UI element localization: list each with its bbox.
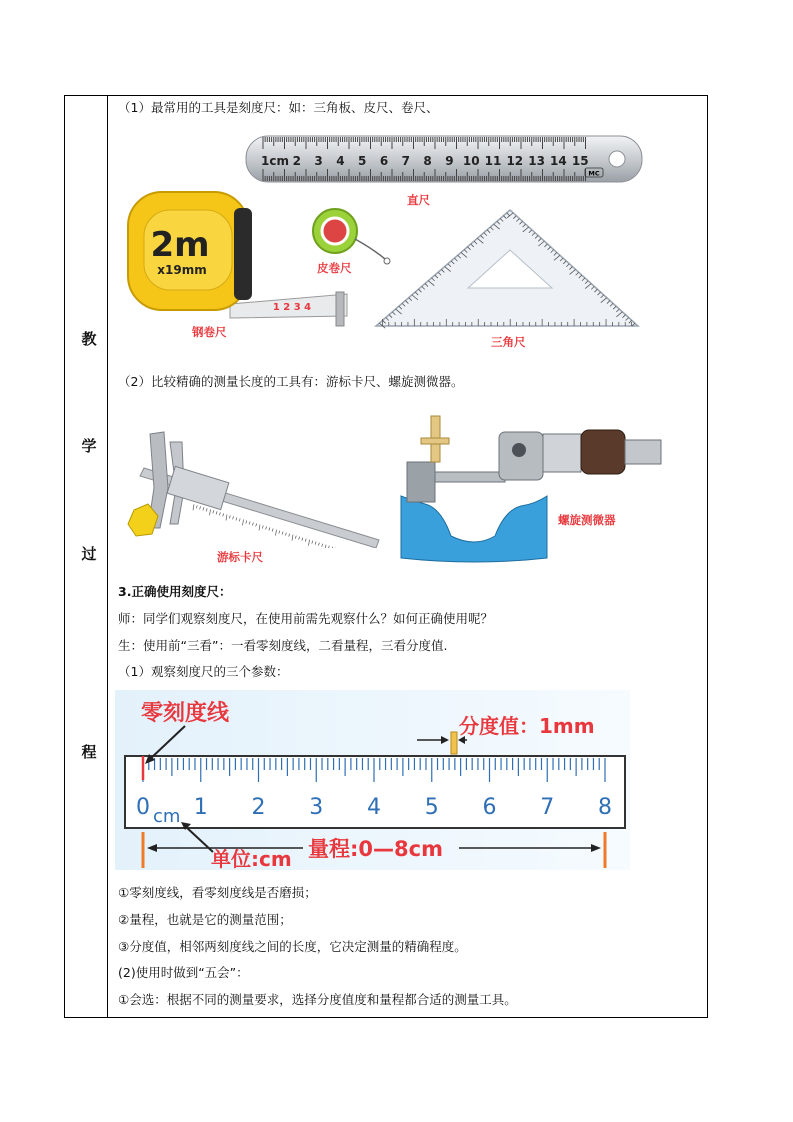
ruler-number: 11 <box>484 154 502 168</box>
zero-line-label: 零刻度线 <box>141 701 230 726</box>
ruler-number: 9 <box>445 154 454 168</box>
ruler-number: 7 <box>401 154 410 168</box>
caption-steel-tape: 钢卷尺 <box>192 325 227 339</box>
caption-straight-ruler: 直尺 <box>407 193 430 207</box>
division-label: 分度值：1mm <box>459 714 595 738</box>
point-1: ①零刻度线，看零刻度线是否磨损； <box>118 885 317 900</box>
caption-caliper: 游标卡尺 <box>217 550 263 564</box>
side-label-jiao: 教 <box>81 330 97 348</box>
diagram-number: 0 <box>136 795 150 820</box>
ruler-number: 14 <box>550 154 567 168</box>
diagram-number: 2 <box>251 795 266 820</box>
triangle-ruler-image <box>372 206 642 331</box>
student-line: 生：使用前“三看”：一看零刻度线，二看量程，三看分度值. <box>118 638 448 653</box>
ruler-number: 3 <box>314 154 323 168</box>
side-label-cheng: 程 <box>81 743 97 761</box>
tape-size-text: 2m <box>150 225 210 265</box>
heading-3: 3.正确使用刻度尺： <box>118 584 232 599</box>
diagram-number: 4 <box>367 795 381 820</box>
ruler-number: 5 <box>358 154 367 168</box>
diagram-number: 3 <box>309 795 324 820</box>
text-line-2: （2）比较精确的测量长度的工具有：游标卡尺、螺旋测微器。 <box>118 374 464 389</box>
sub-heading-2: (2)使用时做到“五会”： <box>118 965 249 980</box>
ruler-number: 4 <box>336 154 345 168</box>
side-label-xue: 学 <box>81 437 97 455</box>
point-3: ③分度值，相邻两刻度线之间的长度，它决定测量的精确程度。 <box>118 939 467 954</box>
ruler-number: 13 <box>528 154 545 168</box>
unit-label: 单位:cm <box>211 847 292 870</box>
ruler-number: 10 <box>462 154 480 168</box>
ruler-number: 15 <box>571 154 589 168</box>
ruler-number: 8 <box>423 154 432 168</box>
ruler-number: 2 <box>292 154 301 168</box>
ruler-number: 12 <box>506 154 524 168</box>
diagram-cm-label: cm <box>153 806 181 827</box>
diagram-number: 7 <box>540 795 555 820</box>
point-2: ②量程，也就是它的测量范围； <box>118 912 292 927</box>
ruler-brand: MC <box>588 169 600 178</box>
diagram-number: 5 <box>424 795 439 820</box>
sub-heading-1: （1）观察刻度尺的三个参数： <box>118 664 289 679</box>
diagram-number: 8 <box>598 795 612 820</box>
straight-ruler-image <box>245 135 645 185</box>
range-label: 量程:0—8cm <box>308 837 443 861</box>
caption-triangle: 三角尺 <box>491 335 526 349</box>
caliper-image <box>124 428 384 548</box>
ruler-number: 6 <box>379 154 389 168</box>
tape-size-subtext: x19mm <box>157 263 207 277</box>
caption-micrometer: 螺旋测微器 <box>558 513 616 527</box>
text-line-1: （1）最常用的工具是刻度尺：如：三角板、皮尺、卷尺、 <box>118 100 439 115</box>
caption-leather-tape: 皮卷尺 <box>317 261 352 275</box>
tape-digits: 1 2 3 4 <box>272 302 312 313</box>
point-4: ①会选：根据不同的测量要求，选择分度值度和量程都合适的测量工具。 <box>118 992 517 1007</box>
diagram-number: 1 <box>193 795 208 820</box>
teacher-line: 师：同学们观察刻度尺，在使用前需先观察什么？如何正确使用呢？ <box>118 611 494 626</box>
ruler-number: 1cm <box>261 154 289 168</box>
diagram-number: 6 <box>482 795 497 820</box>
ruler-diagram <box>115 690 630 870</box>
column-divider <box>107 95 108 1018</box>
micrometer-image <box>395 408 670 568</box>
side-label-guo: 过 <box>81 545 97 563</box>
